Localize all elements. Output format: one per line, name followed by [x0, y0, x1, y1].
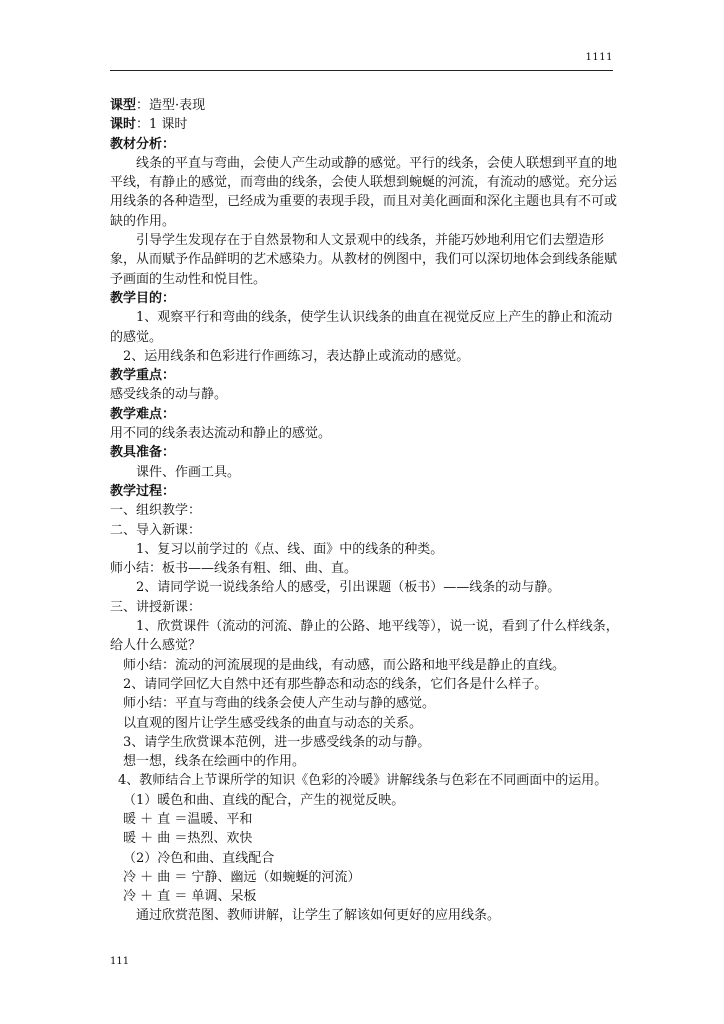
- key-points-heading: 教学重点: [110, 368, 163, 384]
- process-line: 想一想，线条在绘画中的作用。: [123, 754, 306, 770]
- difficulties-text: 用不同的线条表达流动和静止的感觉。: [110, 426, 332, 442]
- process-line: 2、请同学说一说线条给人的感受，引出课题（板书）——线条的动与静。: [136, 580, 561, 596]
- process-line: 师小结：板书——线条有粗、细、曲、直。: [110, 561, 358, 577]
- process-line: 三、讲授新课：: [110, 599, 202, 615]
- page-header: [110, 50, 613, 71]
- key-points-text: 感受线条的动与静。: [110, 387, 228, 403]
- key-points-heading-line: 教学重点：: [110, 368, 176, 384]
- document-body: [110, 96, 620, 926]
- course-type-value: 造型·表现: [149, 98, 206, 113]
- process-line: 以直观的图片让学生感受线条的曲直与动态的关系。: [123, 715, 423, 731]
- objective-item-1: 1、观察平行和弯曲的线条，使学生认识线条的曲直在视觉反应上产生的静止和流动的感觉。: [110, 310, 613, 345]
- objective-item-2: 2、运用线条和色彩进行作画练习，表达静止或流动的感觉。: [123, 348, 470, 364]
- process-line: 二、导入新课：: [110, 522, 202, 538]
- materials-heading: 教具准备: [110, 445, 163, 461]
- course-type-label: 课型: [110, 98, 137, 113]
- difficulties-heading-line: 教学难点：: [110, 406, 176, 422]
- process-line: 冷 ＋ 曲 ＝ 宁静、幽远（如蜿蜒的河流）: [123, 869, 361, 885]
- course-type-line: 课型：造型·表现: [110, 98, 206, 113]
- process-heading-line: 教学过程：: [110, 483, 176, 499]
- objectives-heading-line: 教学目的：: [110, 290, 176, 306]
- process-line: 4、教师结合上节课所学的知识《色彩的冷暖》讲解线条与色彩在不同画面中的运用。: [118, 773, 608, 789]
- analysis-heading-line: 教材分析：: [110, 136, 176, 152]
- analysis-heading: 教材分析: [110, 136, 163, 152]
- process-line: 暖 ＋ 曲 ＝热烈、欢快: [123, 831, 253, 847]
- materials-heading-line: 教具准备：: [110, 445, 176, 461]
- class-hours-label: 课时: [110, 117, 137, 133]
- process-line: 一、组织教学：: [110, 503, 202, 519]
- class-hours-value: 1 课时: [149, 117, 188, 133]
- process-line: 师小结：流动的河流展现的是曲线，有动感，而公路和地平线是静止的直线。: [123, 657, 566, 673]
- objectives-heading: 教学目的: [110, 290, 163, 306]
- process-line: 师小结：平直与弯曲的线条会使人产生动与静的感觉。: [123, 696, 436, 712]
- materials-text: 课件、作画工具。: [136, 464, 241, 480]
- process-line: 3、请学生欣赏课本范例，进一步感受线条的动与静。: [123, 734, 431, 750]
- header-page-number: 1111: [585, 52, 613, 63]
- class-hours-line: 课时：1 课时: [110, 117, 188, 133]
- difficulties-heading: 教学难点: [110, 406, 163, 422]
- process-line: 冷 ＋ 直 ＝ 单调、呆板: [123, 889, 257, 905]
- analysis-paragraph-2: 引导学生发现存在于自然景物和人文景观中的线条，并能巧妙地利用它们去塑造形象，从而赋予作品鲜明的艺术感染力。从教材的例图中，我们可以深切地体会到线条能赋予画面的生动性和悦目性。: [110, 233, 618, 287]
- process-line: （1）暖色和曲、直线的配合，产生的视觉反映。: [123, 792, 405, 808]
- process-heading: 教学过程: [110, 483, 163, 499]
- process-line: 通过欣赏范图、教师讲解，让学生了解该如何更好的应用线条。: [136, 908, 501, 924]
- footer-page-number: 111: [110, 956, 130, 967]
- process-line: 暖 ＋ 直 ＝温暖、平和: [123, 811, 253, 827]
- process-line: （2）冷色和曲、直线配合: [123, 850, 275, 866]
- analysis-paragraph-1: 线条的平直与弯曲，会使人产生动或静的感觉。平行的线条，会使人联想到平直的地平线，有静止的感觉，而弯曲的线条，会使人联想到蜿蜒的河流，有流动的感觉。充分运用线条的各种造型，已经成为重要的表现手段，而且对美化画面和深化主题也具有不可或缺的作用。: [110, 155, 618, 229]
- process-line: 1、欣赏课件（流动的河流、静止的公路、地平线等），说一说，看到了什么样线条，给人什么感觉？: [110, 619, 619, 654]
- process-line: 2、请同学回忆大自然中还有那些静态和动态的线条，它们各是什么样子。: [123, 676, 548, 692]
- process-line: 1、复习以前学过的《点、线、面》中的线条的种类。: [136, 541, 444, 557]
